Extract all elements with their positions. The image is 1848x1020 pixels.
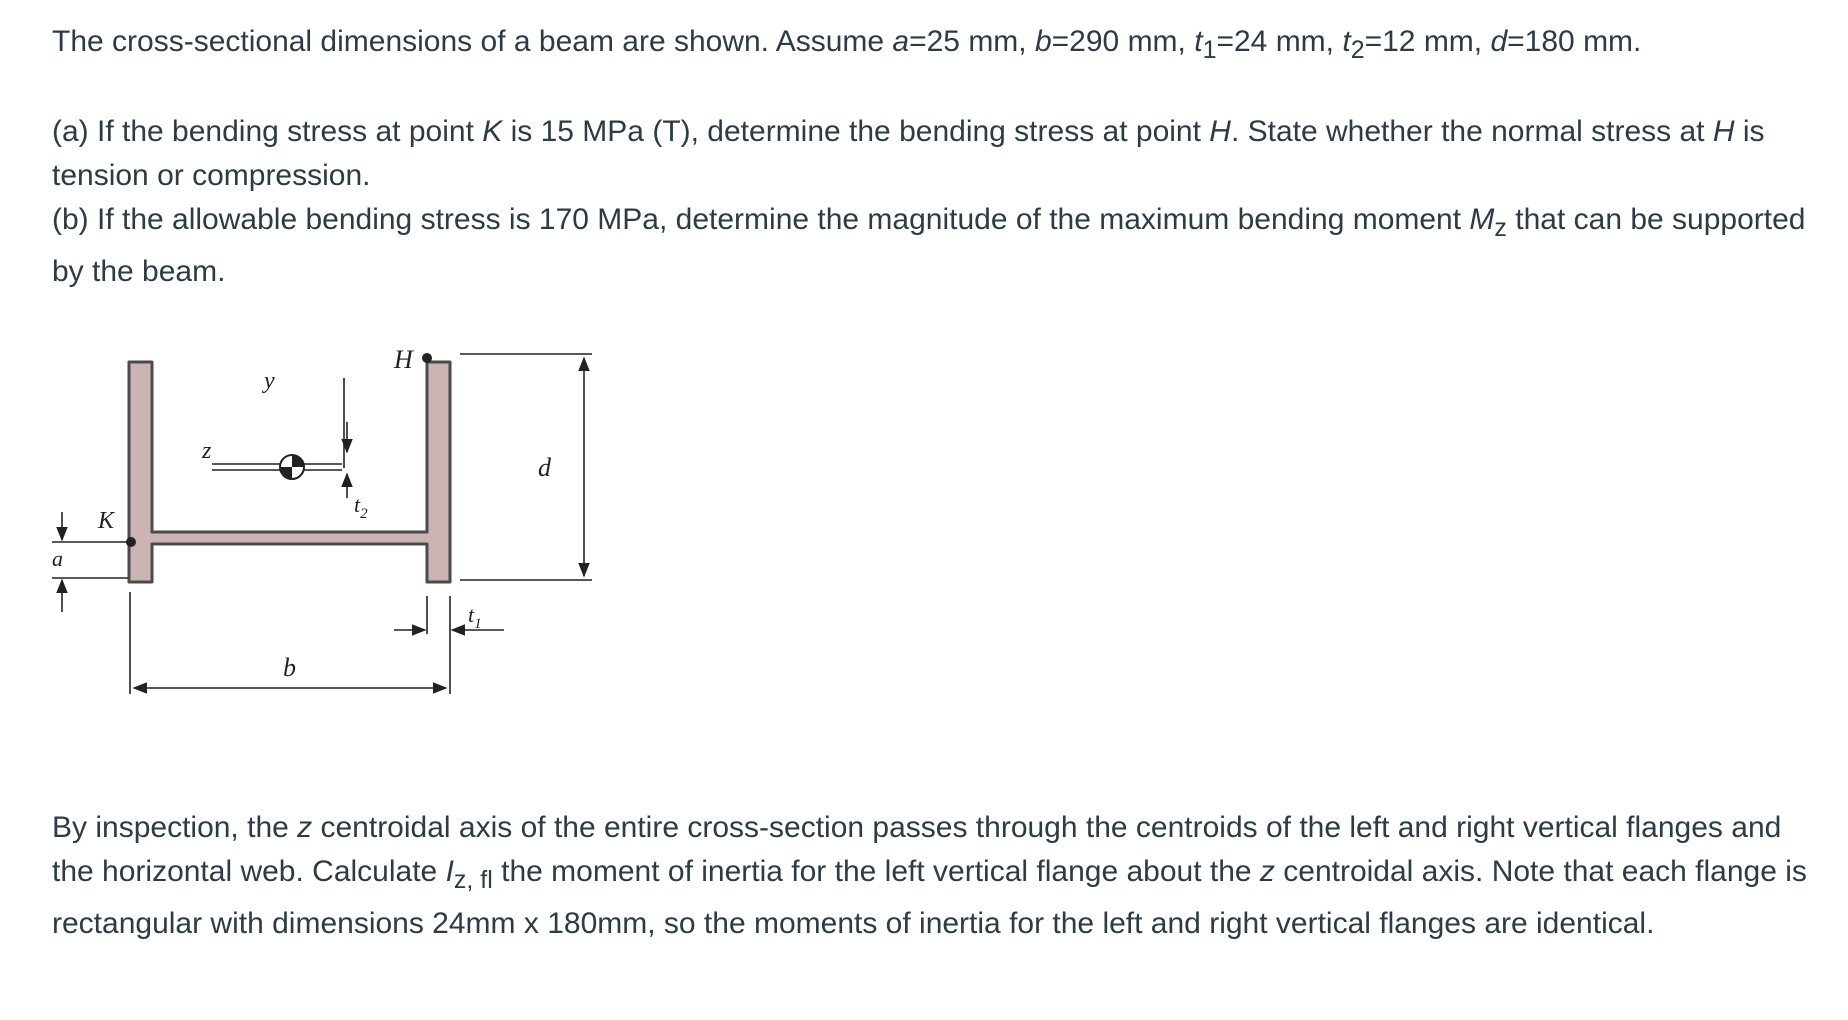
label-t2: $t_2$ xyxy=(354,492,368,522)
inspection-paragraph: By inspection, the z centroidal axis of the entire cross-section passes through the centroids of the left and right vertical flanges and the horizontal web. Calculate $I_{z, fl}$ the moment of inertia for the left vertical flange about the z centroidal axis. Note that each flange is rectangular with dimensions 24mm x 180mm, so the moments of inertia for the left and right vertical flanges are identical. xyxy=(52,811,1807,940)
label-b: b xyxy=(283,653,296,682)
problem-part-b: (b) If the allowable bending stress is 170 MPa, determine the magnitude of the maximum bending moment $M_z$ that can be supported by the beam. xyxy=(52,203,1806,288)
label-d: d xyxy=(538,453,551,482)
label-K: K xyxy=(98,508,115,534)
label-y: y xyxy=(264,368,275,394)
problem-intro: The cross-sectional dimensions of a beam are shown. Assume a=25 mm, b=290 mm, $t_1=24$ mm, $t_2=12$ mm, d=180 mm. xyxy=(52,25,1642,64)
label-z: z xyxy=(202,438,212,464)
centroid-symbol xyxy=(280,455,304,479)
point-h-dot xyxy=(422,353,432,363)
problem-part-a: (a) If the bending stress at point K is 15 MPa (T), determine the bending stress at point H. State whether the normal stress at H is tension or compression. xyxy=(52,115,1765,192)
label-H: H xyxy=(394,345,413,374)
point-k-dot xyxy=(126,537,136,547)
label-t1: $t_1$ xyxy=(468,602,482,632)
label-a: a xyxy=(52,546,63,571)
beam-cross-section-figure xyxy=(52,330,652,770)
